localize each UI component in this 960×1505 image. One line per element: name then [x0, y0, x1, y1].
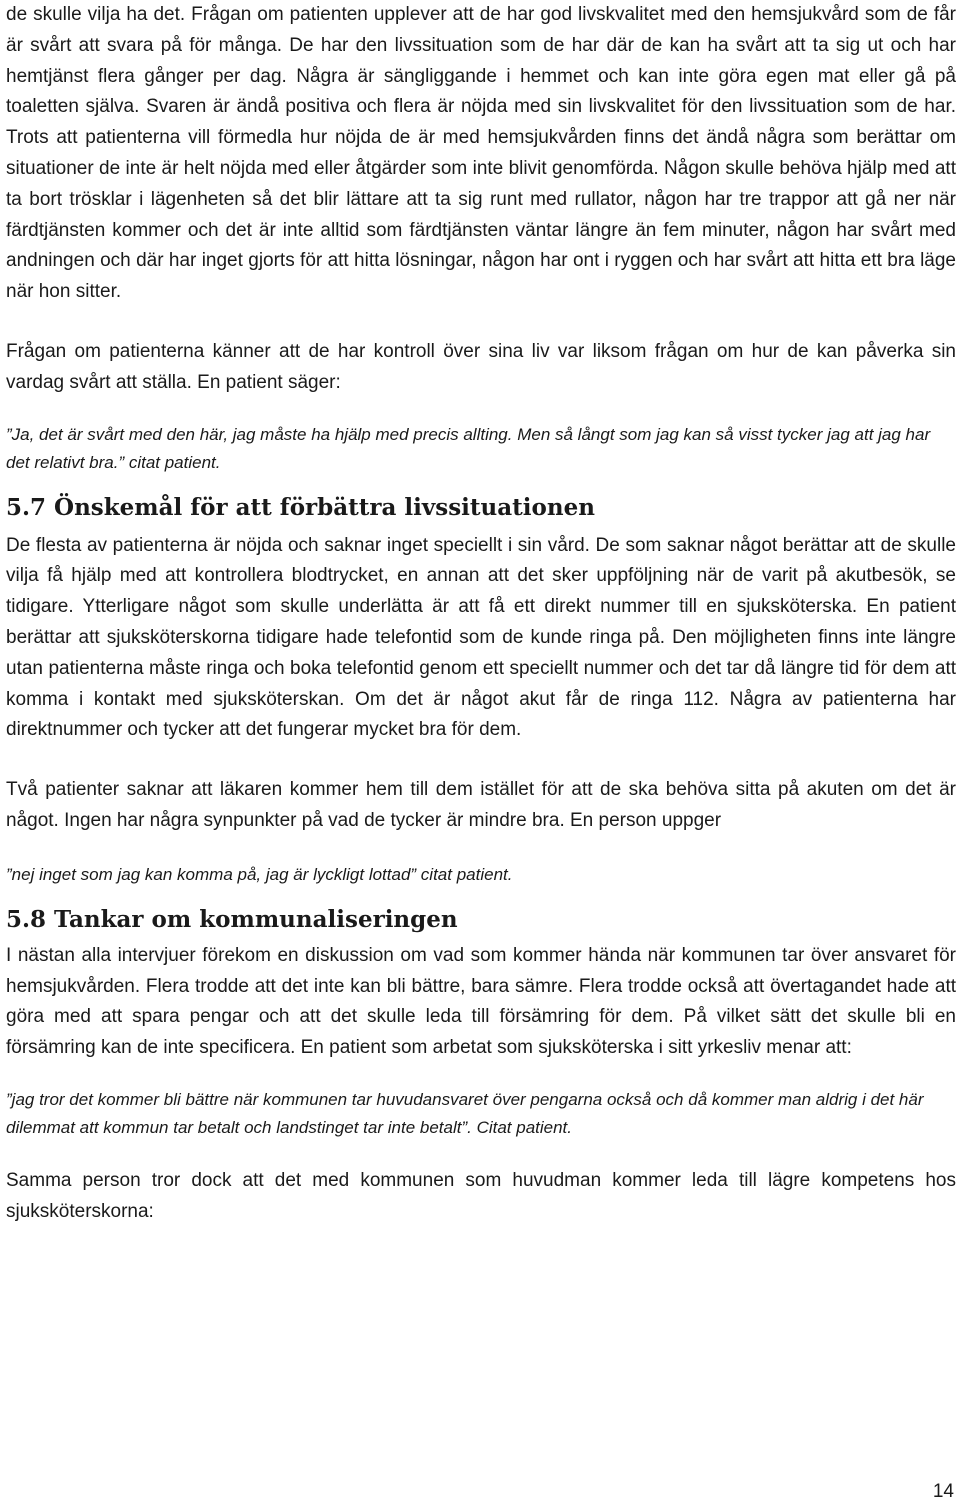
section-title: Önskemål för att förbättra livssituationen [54, 493, 595, 521]
paragraph-lakare: Två patienter saknar att läkaren kommer hem till dem istället för att de ska behöva sitta på akuten om det är något. Ingen har några synpunkter på vad de tycker är mindre bra. En person uppger [6, 779, 956, 831]
paragraph-kommunalisering: I nästan alla intervjuer förekom en diskussion om vad som kommer hända när kommunen tar över ansvaret för hemsjukvården. Flera trodde att det inte kan bli bättre, bara sämre. Flera trodde också att övertagandet hade att göra med att spara pengar och att det skulle leda till försämring för dem. På vilket sätt det skulle bli en försämring kan de inte specificera. En patient som arbetat som sjuksköterska i sitt yrkesliv menar att: [6, 944, 956, 1059]
spacer [6, 308, 956, 337]
spacer [6, 837, 956, 861]
paragraph-onskemal: De flesta av patienterna är nöjda och saknar inget speciellt i sin vård. De som saknar något berättar att de skulle vilja få hjälp med att kontrollera blodtrycket, en annan att det sker uppföljning när de varit på akutbesök, se tidigare. Ytterligare något som skulle underlätta är att få ett direkt nummer till en sjuksköterska. En patient berättar att sjuksköterskorna tidigare hade telefontid som de kunde ringa på. Den möjligheten finns inte längre utan patienterna måste ringa och boka telefontid genom ett speciellt nummer och det tar då längre tid för dem att komma i kontakt med sjuksköterskan. Om det är något akut får de ringa 112. Några av patienterna har direktnummer och tycker att det fungerar mycket bra för dem. [6, 534, 956, 741]
spacer [6, 399, 956, 421]
quote-patient-1: ”Ja, det är svårt med den här, jag måste ha hjälp med precis allting. Men så långt som jag kan så visst tycker jag att jag har det relativt bra.” citat patient. [6, 424, 931, 472]
document-page [6, 0, 956, 1228]
section-number: 5.8 [6, 905, 47, 933]
paragraph-kompetens: Samma person tror dock att det med kommunen som huvudman kommer leda till lägre kompetens hos sjuksköterskorna: [6, 1169, 956, 1222]
paragraph-livskvalitet: de skulle vilja ha det. Frågan om patienten upplever att de har god livskvalitet med den hemsjukvård som de får är svårt att svara på för många. De har den livssituation som de har där de kan ha svårt att ta sig ut och har hemtjänst flera gånger per dag. Några är sängliggande i hemmet och kan inte göra egen mat eller gå på toaletten själva. Svaren är ändå positiva och flera är nöjda med sin livskvalitet för den livssituation som de har. Trots att patienterna vill förmedla hur nöjda de är med hemsjukvården finns det ändå några som berättar om situationer de inte är helt nöjda med eller åtgärder som inte blivit genomförda. Någon skulle behöva hjälp med att ta bort trösklar i lägenheten så det blir lättare att ta sig runt med rullator, någon har tre trappor att gå ner när färdtjänsten kommer och det är inte alltid som färdtjänsten väntar längre än fem minuter, någon har svårt med andningen och där har inget gjorts för att hitta lösningar, någon har ont i ryggen och har svårt att hitta ett bra läge när hon sitter. [6, 4, 956, 303]
paragraph-kontroll: Frågan om patienterna känner att de har kontroll över sina liv var liksom frågan om hur de kan påverka sin vardag svårt att ställa. En patient säger: [6, 340, 956, 393]
page-number: 14 [932, 1481, 954, 1502]
spacer [6, 477, 956, 493]
section-heading-5-8 [6, 905, 956, 935]
section-title: Tankar om kommunaliseringen [54, 905, 458, 933]
section-number: 5.7 [6, 493, 47, 521]
spacer [6, 1064, 956, 1086]
quote-patient-3: ”jag tror det kommer bli bättre när kommunen tar huvudansvaret över pengarna också och då kommer man aldrig i det här dilemmat att kommun tar betalt och landstinget tar inte betalt”. Citat patient. [6, 1089, 924, 1137]
spacer [6, 1142, 956, 1166]
spacer [6, 523, 956, 531]
section-heading-5-7 [6, 493, 956, 523]
spacer [6, 889, 956, 905]
spacer [6, 746, 956, 775]
quote-patient-2: ”nej inget som jag kan komma på, jag är lyckligt lottad” citat patient. [6, 864, 513, 884]
